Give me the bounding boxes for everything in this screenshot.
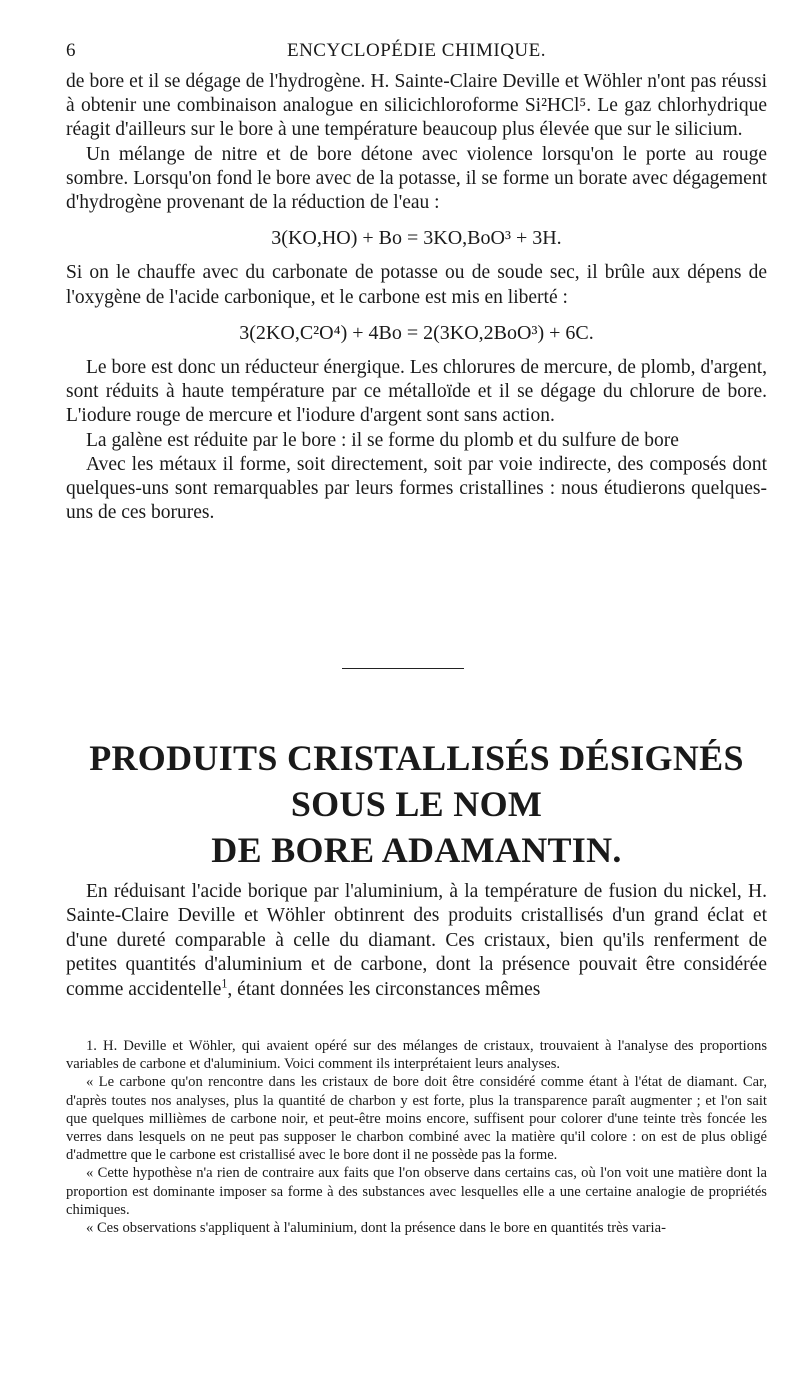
equation-potash: 3(KO,HO) + Bo = 3KO,BoO³ + 3H. xyxy=(271,227,562,250)
paragraph-carbonate: Si on le chauffe avec du carbonate de potasse ou de soude sec, il brûle aux dépens de l'oxygène de l'acide carbonique, et le carbone est mis en liberté : xyxy=(66,262,767,308)
section-intro xyxy=(66,880,767,1002)
intro-text-end: , étant données les circonstances mêmes xyxy=(227,978,541,1000)
footnote-quote-1: « Le carbone qu'on rencontre dans les cristaux de bore doit être considéré comme étant à l'état de diamant. Car, d'après toutes nos analyses, plus la quantité de charbon y est forte, plus la transparence paraît augmenter ; et l'on sait que quelques millièmes de carbone noir, et peut-être moins encore, suffisent pour colorer d'une teinte très foncée les verres dans lesquels on ne peut pas supposer le charbon combiné avec la matière qu'il colore : on est de plus obligé d'admettre que le carbone est cristallisé avec le bore dont il ne possède pas la forme. xyxy=(66,1074,767,1164)
intro-text: En réduisant l'acide borique par l'aluminium, à la température de fusion du nickel, H. Sainte-Claire Deville et Wöhler obtinrent des produits cristallisés d'un grand éclat et d'une dureté comparable à celle du diamant. Ces cristaux, bien qu'ils renferment de petites quantités d'aluminium et de carbone, dont la présence pouvait être considérée comme accidentelle xyxy=(66,881,767,1000)
footnote-1: 1. H. Deville et Wöhler, qui avaient opéré sur des mélanges de cristaux, trouvaient à l'analyse des proportions variables de carbone et d'aluminium. Voici comment ils interprétaient leurs analyses. xyxy=(66,1038,767,1073)
footnote-reference: 1 xyxy=(221,976,228,991)
paragraph-reducer: Le bore est donc un réducteur énergique. Les chlorures de mercure, de plomb, d'argent, sont réduits à haute température par ce métalloïde et il se dégage du chlorure de bore. L'iodure rouge de mercure et l'iodure d'argent sont sans action. xyxy=(66,357,767,427)
paragraph-nitre: Un mélange de nitre et de bore détone avec violence lorsqu'on le porte au rouge sombre. Lorsqu'on fond le bore avec de la potasse, il se forme un borate avec dégagement d'hydrogène provenant de la réduction de l'eau : xyxy=(66,143,767,214)
footnote-quote-3: « Ces observations s'appliquent à l'aluminium, dont la présence dans le bore en quantités très varia- xyxy=(86,1220,666,1237)
section-title-line-2: DE BORE ADAMANTIN. xyxy=(211,830,622,870)
equation-carbonate: 3(2KO,C²O⁴) + 4Bo = 2(3KO,2BoO³) + 6C. xyxy=(239,321,594,344)
section-title-line-1: PRODUITS CRISTALLISÉS DÉSIGNÉS SOUS LE NOM xyxy=(89,738,744,824)
paragraph-metals: Avec les métaux il forme, soit directement, soit par voie indirecte, des composés dont quelques-uns sont remarquables par leurs formes cristallines : nous étudierons quelques-uns de ces borures. xyxy=(66,453,767,524)
page-number: 6 xyxy=(66,40,76,61)
paragraph-galena: La galène est réduite par le bore : il se forme du plomb et du sulfure de bore xyxy=(86,429,679,451)
running-title: ENCYCLOPÉDIE CHIMIQUE. xyxy=(286,40,547,61)
paragraph-hydrogen: de bore et il se dégage de l'hydrogène. H. Sainte-Claire Deville et Wöhler n'ont pas réussi à obtenir une combinaison analogue en silicichloroforme Si²HCl⁵. Le gaz chlorhydrique réagit d'ailleurs sur le bore à une température beaucoup plus élevée que sur le silicium. xyxy=(66,71,767,141)
footnote-quote-2: « Cette hypothèse n'a rien de contraire aux faits que l'on observe dans certains cas, où l'on voit une matière dont la proportion est dominante imposer sa forme à des substances avec lesquelles elle a une certaine analogie de propriétés chimiques. xyxy=(66,1165,767,1218)
section-divider xyxy=(342,668,464,669)
body-text xyxy=(66,70,767,525)
section-title xyxy=(66,735,767,873)
running-header xyxy=(66,40,767,70)
footnotes xyxy=(66,1037,767,1237)
intro-paragraph xyxy=(66,880,767,1002)
